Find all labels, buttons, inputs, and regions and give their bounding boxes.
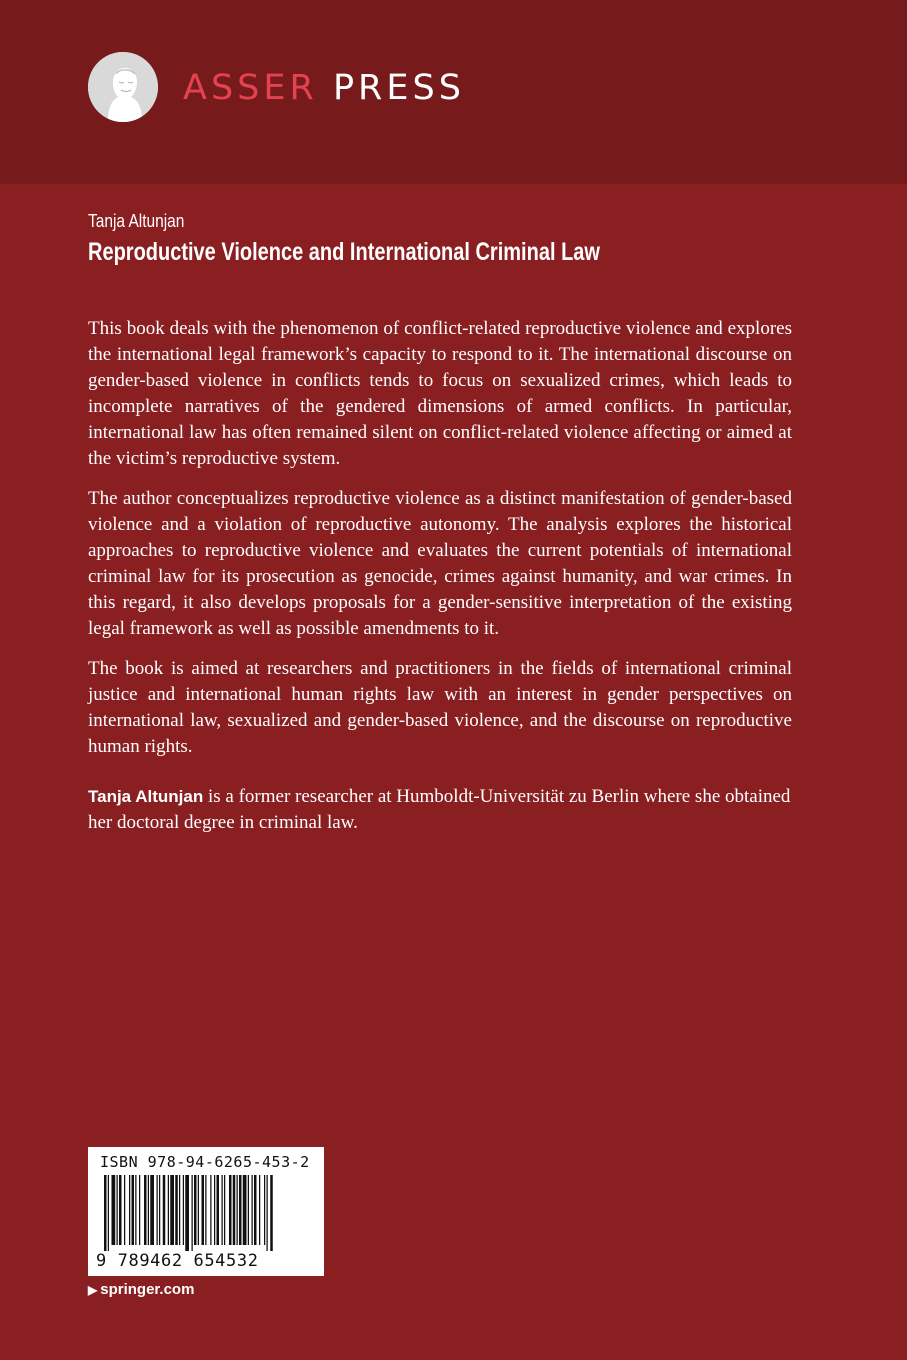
barcode-bar <box>259 1175 260 1245</box>
barcode-bar <box>117 1175 118 1245</box>
barcode-bar <box>135 1175 136 1245</box>
barcode-bar <box>157 1175 158 1245</box>
barcode-bar <box>239 1175 242 1245</box>
barcode-bar <box>168 1175 169 1245</box>
barcode-bar <box>243 1175 247 1245</box>
author-bio <box>88 784 792 836</box>
barcode-bar <box>144 1175 147 1245</box>
barcode-bar <box>267 1175 268 1251</box>
barcode-bar <box>252 1175 253 1245</box>
barcode-bar <box>179 1175 180 1245</box>
barcode-bar <box>264 1175 265 1245</box>
barcode-bar <box>124 1175 125 1245</box>
description-paragraph-2: The author conceptualizes reproductive violence as a distinct manifestation of gender-based violence and a violation of reproductive autonomy. The analysis explores the historical approaches to reproductive violence and evaluates the current potentials of international criminal law for its prosecution as genocide, crimes against humanity, and war crimes. In this regard, it also develops proposals for a gender-sensitive interpretation of the existing legal framework as well as possible amendments to it. <box>88 488 792 639</box>
barcode-bar <box>222 1175 223 1245</box>
barcode-bar <box>202 1175 205 1245</box>
barcode-bar <box>217 1175 220 1245</box>
barcode-bar <box>132 1175 135 1245</box>
triangle-right-icon: ▶ <box>88 1283 98 1297</box>
brand-press: PRESS <box>332 68 465 108</box>
barcode-bar <box>237 1175 238 1245</box>
barcode-bar <box>163 1175 166 1245</box>
springer-link[interactable] <box>88 1281 194 1298</box>
barcode-bar <box>214 1175 215 1245</box>
barcode-bar <box>229 1175 232 1245</box>
barcode-bar <box>170 1175 174 1245</box>
publisher-brand <box>183 66 465 110</box>
barcode-bar <box>119 1175 122 1245</box>
barcode-bar <box>139 1175 140 1245</box>
barcode-bar <box>224 1175 225 1245</box>
barcode-bar <box>183 1175 184 1245</box>
header-band <box>0 0 907 184</box>
author-bio-name: Tanja Altunjan <box>88 787 204 806</box>
description-paragraph-1: This book deals with the phenomenon of conflict-related reproductive violence and explores the international legal framework’s capacity to respond to it. The international discourse on gender-based violence in conflicts tends to focus on sexualized crimes, which leads to incomplete narratives of the gendered dimensions of armed conflicts. In particular, international law has often remained silent on conflict-related violence affecting or aimed at the victim’s reproductive system. <box>88 318 792 469</box>
barcode-bar <box>254 1175 257 1245</box>
barcode-bar <box>112 1175 116 1245</box>
description-paragraph-3: The book is aimed at researchers and practitioners in the fields of international criminal justice and international human rights law with an interest in gender perspectives on international law, sexualized and gender-based violence, and the discourse on reproductive human rights. <box>88 658 792 757</box>
springer-link-text: springer.com <box>100 1281 195 1298</box>
description-body <box>88 316 792 850</box>
book-title: Reproductive Violence and International Criminal Law <box>88 238 600 266</box>
barcode-icon <box>102 1175 310 1251</box>
barcode-bar <box>270 1175 273 1251</box>
barcode-digits: 9 789462 654532 <box>96 1251 259 1271</box>
book-author: Tanja Altunjan <box>88 211 185 231</box>
barcode-bar <box>194 1175 197 1245</box>
author-bio-text: is a former researcher at Humboldt-Universität zu Berlin where she obtained her doctoral degree in criminal law. <box>88 786 791 833</box>
barcode-bar <box>104 1175 107 1251</box>
barcode-bar <box>148 1175 149 1245</box>
barcode-bar <box>129 1175 130 1245</box>
barcode-bar <box>233 1175 236 1245</box>
barcode-bar <box>205 1175 206 1245</box>
barcode-bar <box>198 1175 199 1245</box>
barcode-bar <box>192 1175 193 1251</box>
barcode-bar <box>175 1175 178 1245</box>
barcode-bar <box>108 1175 109 1251</box>
brand-asser: ASSER <box>183 68 318 108</box>
barcode-bar <box>185 1175 189 1251</box>
barcode-bar <box>210 1175 211 1245</box>
portrait-logo-icon <box>88 52 158 122</box>
barcode-bar <box>150 1175 154 1245</box>
barcode-bar <box>159 1175 160 1245</box>
isbn-barcode-box <box>88 1147 324 1276</box>
isbn-label: ISBN 978-94-6265-453-2 <box>100 1153 310 1171</box>
barcode-bar <box>248 1175 249 1245</box>
